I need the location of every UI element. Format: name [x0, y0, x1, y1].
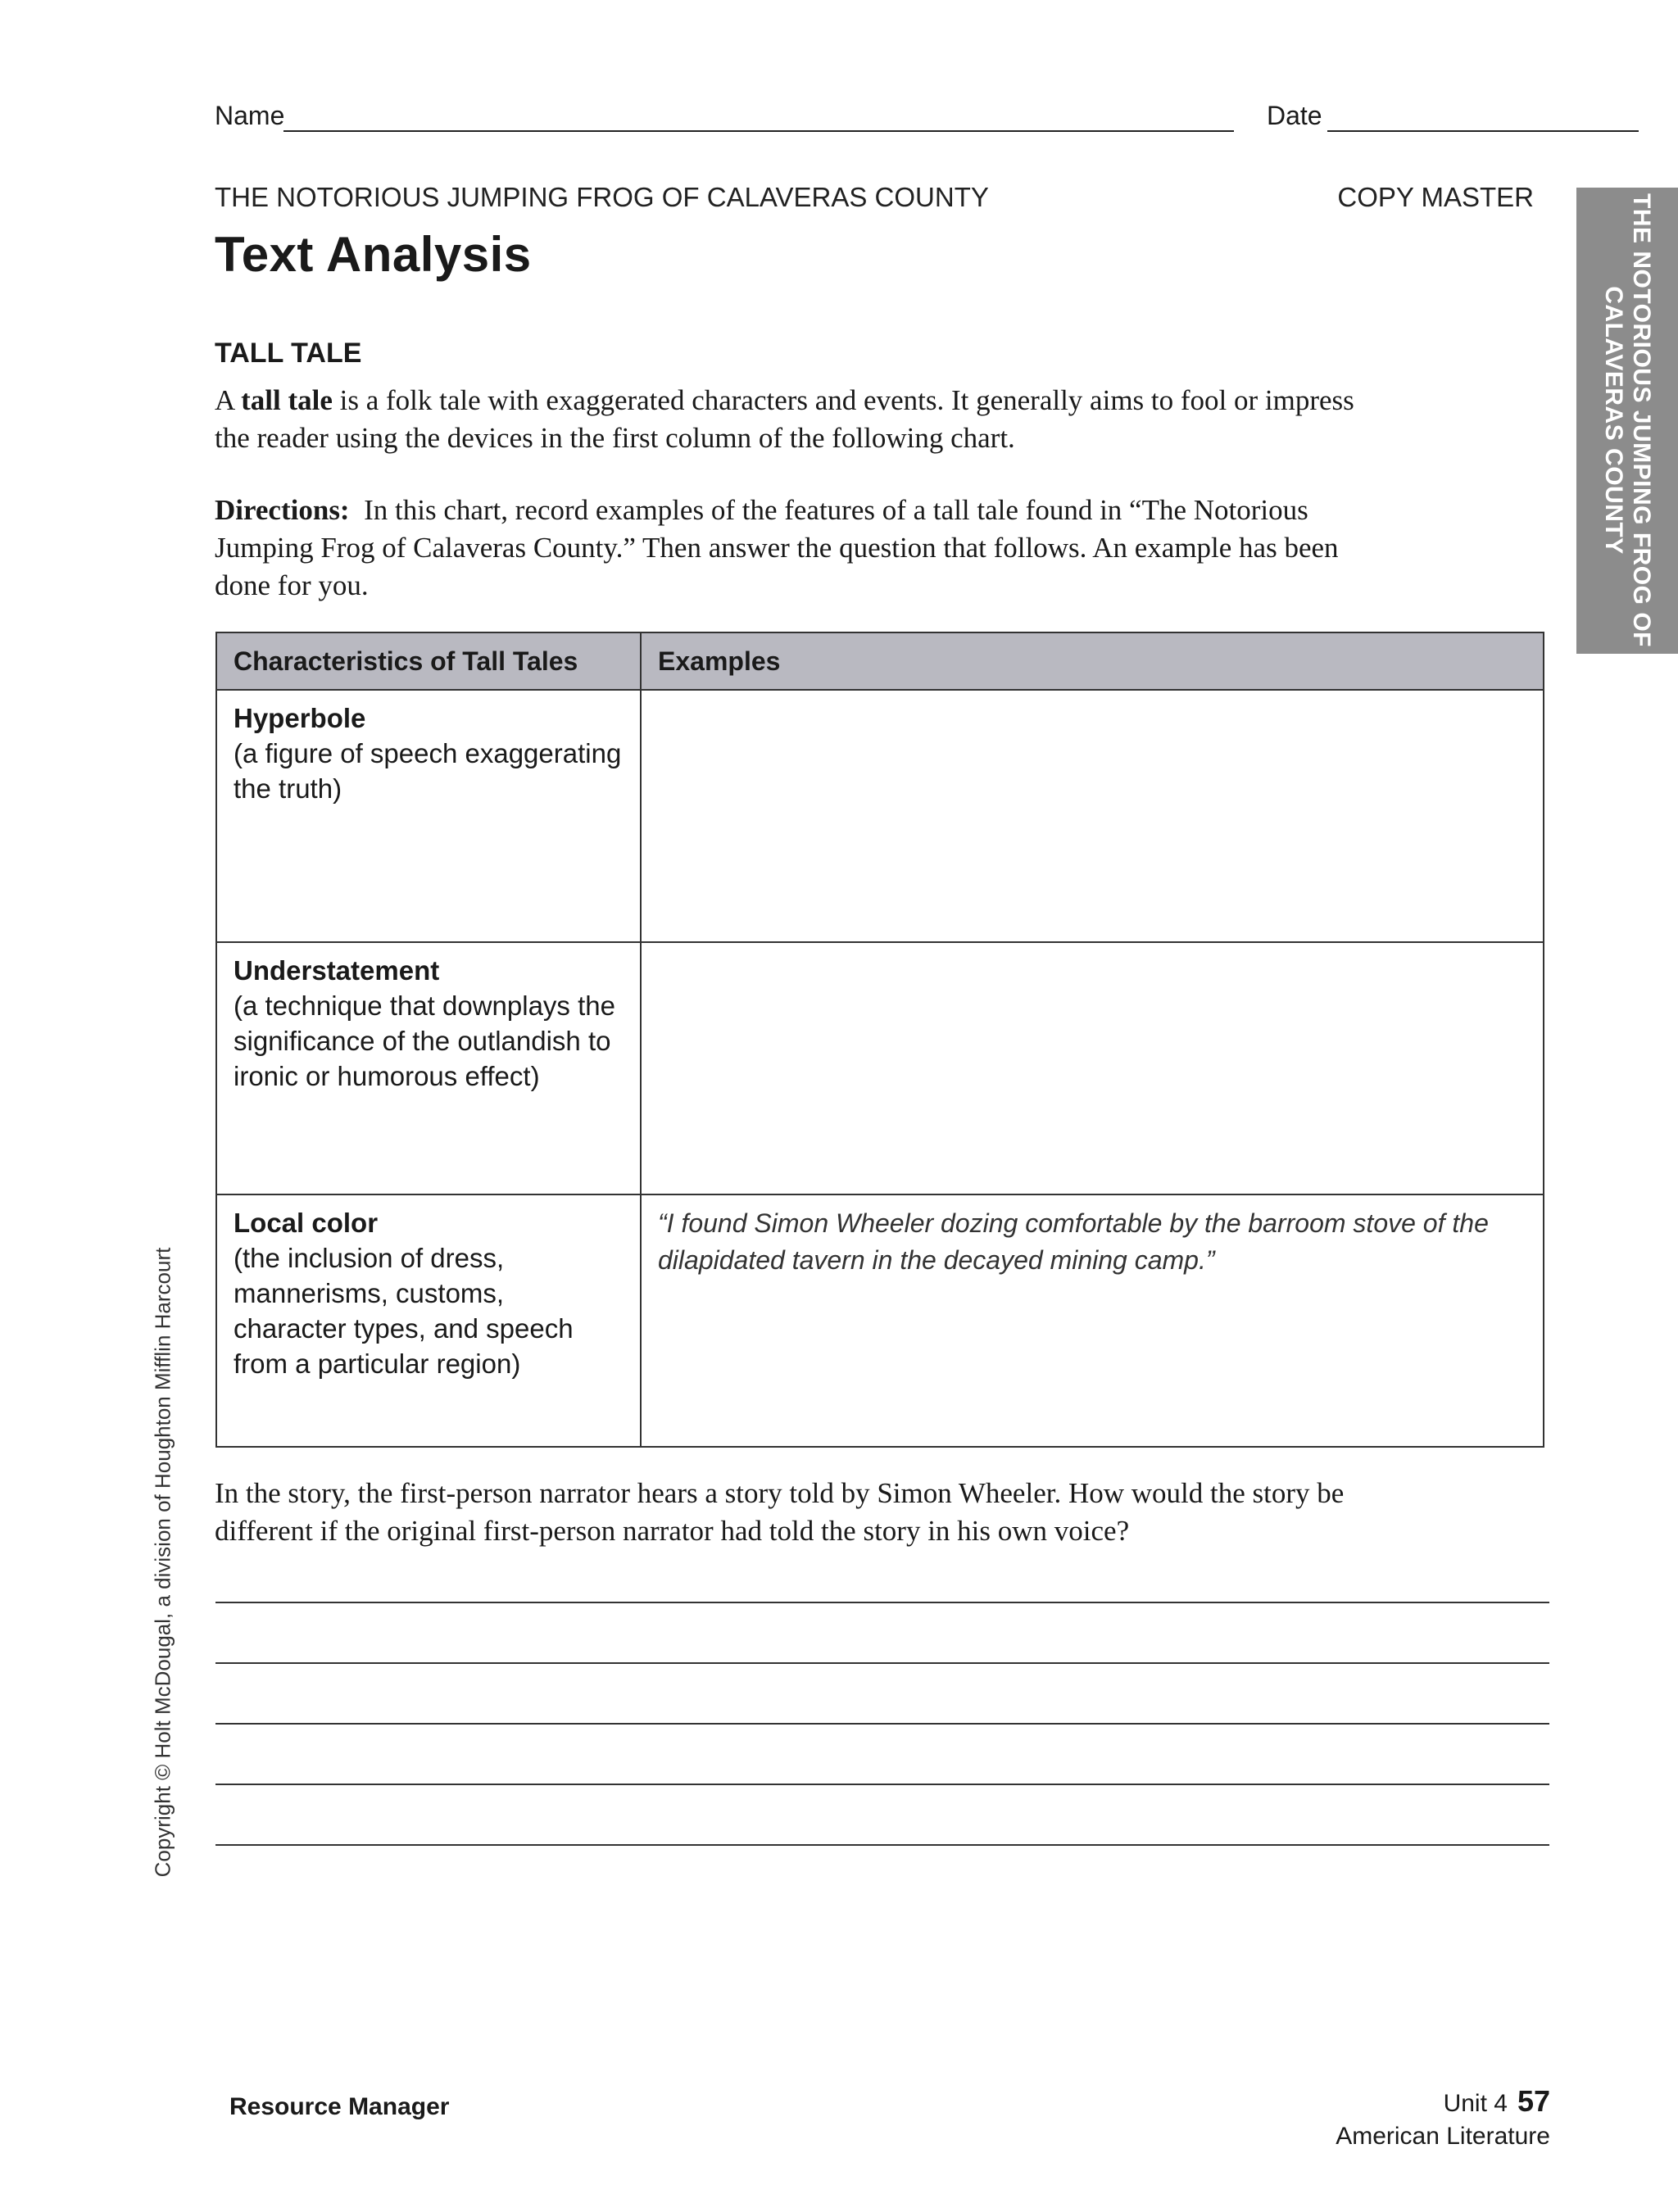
- copy-master-label: COPY MASTER: [1337, 182, 1534, 212]
- running-header: [215, 182, 1534, 213]
- intro-text: is a folk tale with exaggerated characters and events. It generally aims to fool or impress the reader using the devices in the first column of the following chart.: [215, 384, 1354, 454]
- unit-label: Unit 4: [1443, 2090, 1508, 2117]
- intro-term: tall tale: [241, 384, 333, 416]
- course-name: American Literature: [1336, 2123, 1550, 2150]
- name-blank[interactable]: [283, 130, 1234, 132]
- characteristic-name: Understatement: [234, 955, 440, 986]
- side-tab: [1576, 188, 1678, 654]
- table-row: [216, 1194, 1544, 1447]
- directions-text: In this chart, record examples of the features of a tall tale found in “The Notorious Jumping Frog of Calaveras County.” Then answer the question that follows. An example has been done for you.: [215, 494, 1339, 601]
- header-examples: Examples: [641, 632, 1544, 690]
- answer-line[interactable]: [215, 1723, 1549, 1725]
- name-date-line: [215, 98, 1639, 134]
- page-title: Text Analysis: [215, 227, 532, 282]
- directions-label: Directions:: [215, 494, 350, 526]
- example-cell-understatement[interactable]: [641, 942, 1544, 1194]
- characteristic-definition: (a technique that downplays the significance of the outlandish to ironic or humorous effect): [234, 990, 615, 1091]
- directions-paragraph: [215, 492, 1395, 605]
- section-heading: TALL TALE: [215, 338, 362, 369]
- characteristic-name: Local color: [234, 1208, 379, 1238]
- footer-unit-info: [1336, 2085, 1550, 2153]
- table-row: [216, 942, 1544, 1194]
- example-cell-hyperbole[interactable]: [641, 690, 1544, 942]
- tall-tale-chart: [215, 632, 1544, 1448]
- intro-paragraph: [215, 382, 1395, 457]
- characteristic-definition: (a figure of speech exaggerating the truth): [234, 738, 622, 804]
- side-tab-text: THE NOTORIOUS JUMPING FROG OF CALAVERAS COUNTY: [1600, 193, 1655, 647]
- characteristic-definition: (the inclusion of dress, mannerisms, customs, character types, and speech from a particular region): [234, 1243, 574, 1379]
- date-label: Date: [1267, 101, 1322, 130]
- table-row: [216, 690, 1544, 942]
- page-number: 57: [1517, 2084, 1550, 2118]
- characteristic-cell: [216, 942, 641, 1194]
- characteristic-cell: [216, 1194, 641, 1447]
- question-text: In the story, the first-person narrator hears a story told by Simon Wheeler. How would the story be different if the original first-person narrator had told the story in his own voice?: [215, 1477, 1345, 1547]
- name-label: Name: [215, 101, 285, 130]
- example-text: “I found Simon Wheeler dozing comfortable by the barroom stove of the dilapidated tavern in the decayed mining camp.”: [658, 1208, 1489, 1275]
- footer-unit-line: [1336, 2085, 1550, 2120]
- intro-prefix: A: [215, 384, 242, 416]
- header-characteristics: Characteristics of Tall Tales: [216, 632, 641, 690]
- example-cell-local-color[interactable]: [641, 1194, 1544, 1447]
- footer-resource-manager: Resource Manager: [229, 2093, 450, 2120]
- running-title: THE NOTORIOUS JUMPING FROG OF CALAVERAS COUNTY: [215, 182, 989, 212]
- answer-line[interactable]: [215, 1602, 1549, 1603]
- chart-header-row: [216, 632, 1544, 690]
- answer-line[interactable]: [215, 1844, 1549, 1846]
- characteristic-cell: [216, 690, 641, 942]
- characteristic-name: Hyperbole: [234, 703, 366, 733]
- date-blank[interactable]: [1327, 130, 1639, 132]
- answer-line[interactable]: [215, 1662, 1549, 1664]
- answer-line[interactable]: [215, 1784, 1549, 1785]
- copyright-notice: Copyright © Holt McDougal, a division of Houghton Mifflin Harcourt: [150, 1247, 175, 1878]
